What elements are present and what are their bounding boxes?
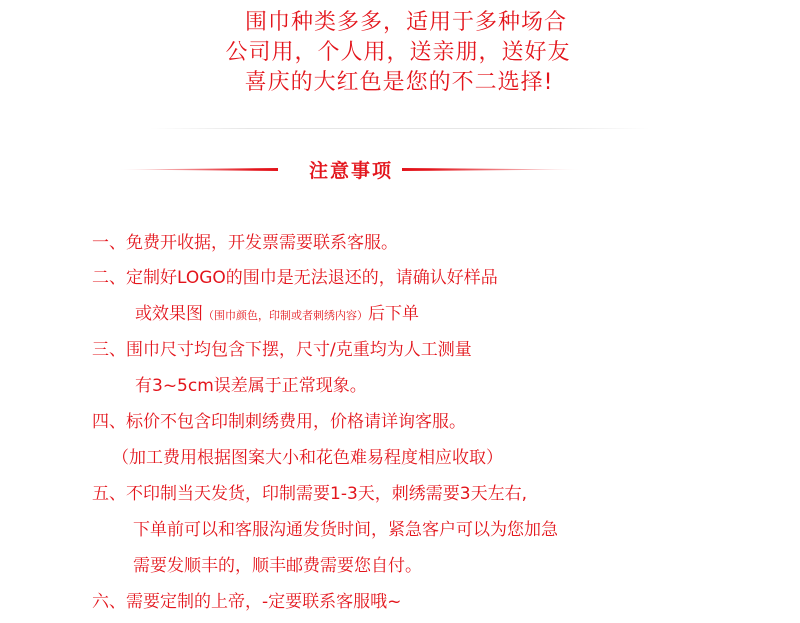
- note-5: 五、不印制当天发货，印制需要1-3天，刺绣需要3天左右,: [92, 484, 527, 504]
- top-divider: [150, 128, 650, 129]
- note-2-continued: [135, 301, 419, 327]
- intro-line-2: 公司用，个人用，送亲朋，送好友: [225, 40, 571, 65]
- note-2-cont-main: 或效果图: [135, 304, 203, 324]
- section-title: 注意事项: [308, 160, 393, 182]
- header-rule-left: [118, 168, 278, 171]
- note-2-cont-tail: 后下单: [368, 304, 419, 324]
- note-3-continued: 有3~5cm误差属于正常现象。: [135, 376, 367, 396]
- intro-line-1: 围巾种类多多，适用于多种场合: [244, 10, 567, 35]
- note-5-continued: 下单前可以和客服沟通发货时间，紧急客户可以为您加急: [133, 520, 558, 540]
- intro-line-3: 喜庆的大红色是您的不二选择!: [244, 70, 554, 95]
- header-rule-right: [402, 168, 582, 171]
- note-1: 一、免费开收据，开发票需要联系客服。: [92, 233, 398, 253]
- note-2-cont-small: （围巾颜色，印制或者刺绣内容）: [203, 309, 368, 322]
- intro-block: [0, 8, 800, 98]
- note-5-continued-2: 需要发顺丰的，顺丰邮费需要您自付。: [133, 556, 422, 576]
- note-6: 六、需要定制的上帝，-定要联系客服哦~: [92, 592, 402, 612]
- section-header: [0, 155, 800, 185]
- note-4: 四、标价不包含印制刺绣费用，价格请详询客服。: [92, 412, 466, 432]
- note-2: 二、定制好LOGO的围巾是无法退还的，请确认好样品: [92, 268, 498, 288]
- note-3: 三、围巾尺寸均包含下摆，尺寸/克重均为人工测量: [92, 340, 472, 360]
- note-4-continued: （加工费用根据图案大小和花色难易程度相应收取）: [112, 448, 503, 468]
